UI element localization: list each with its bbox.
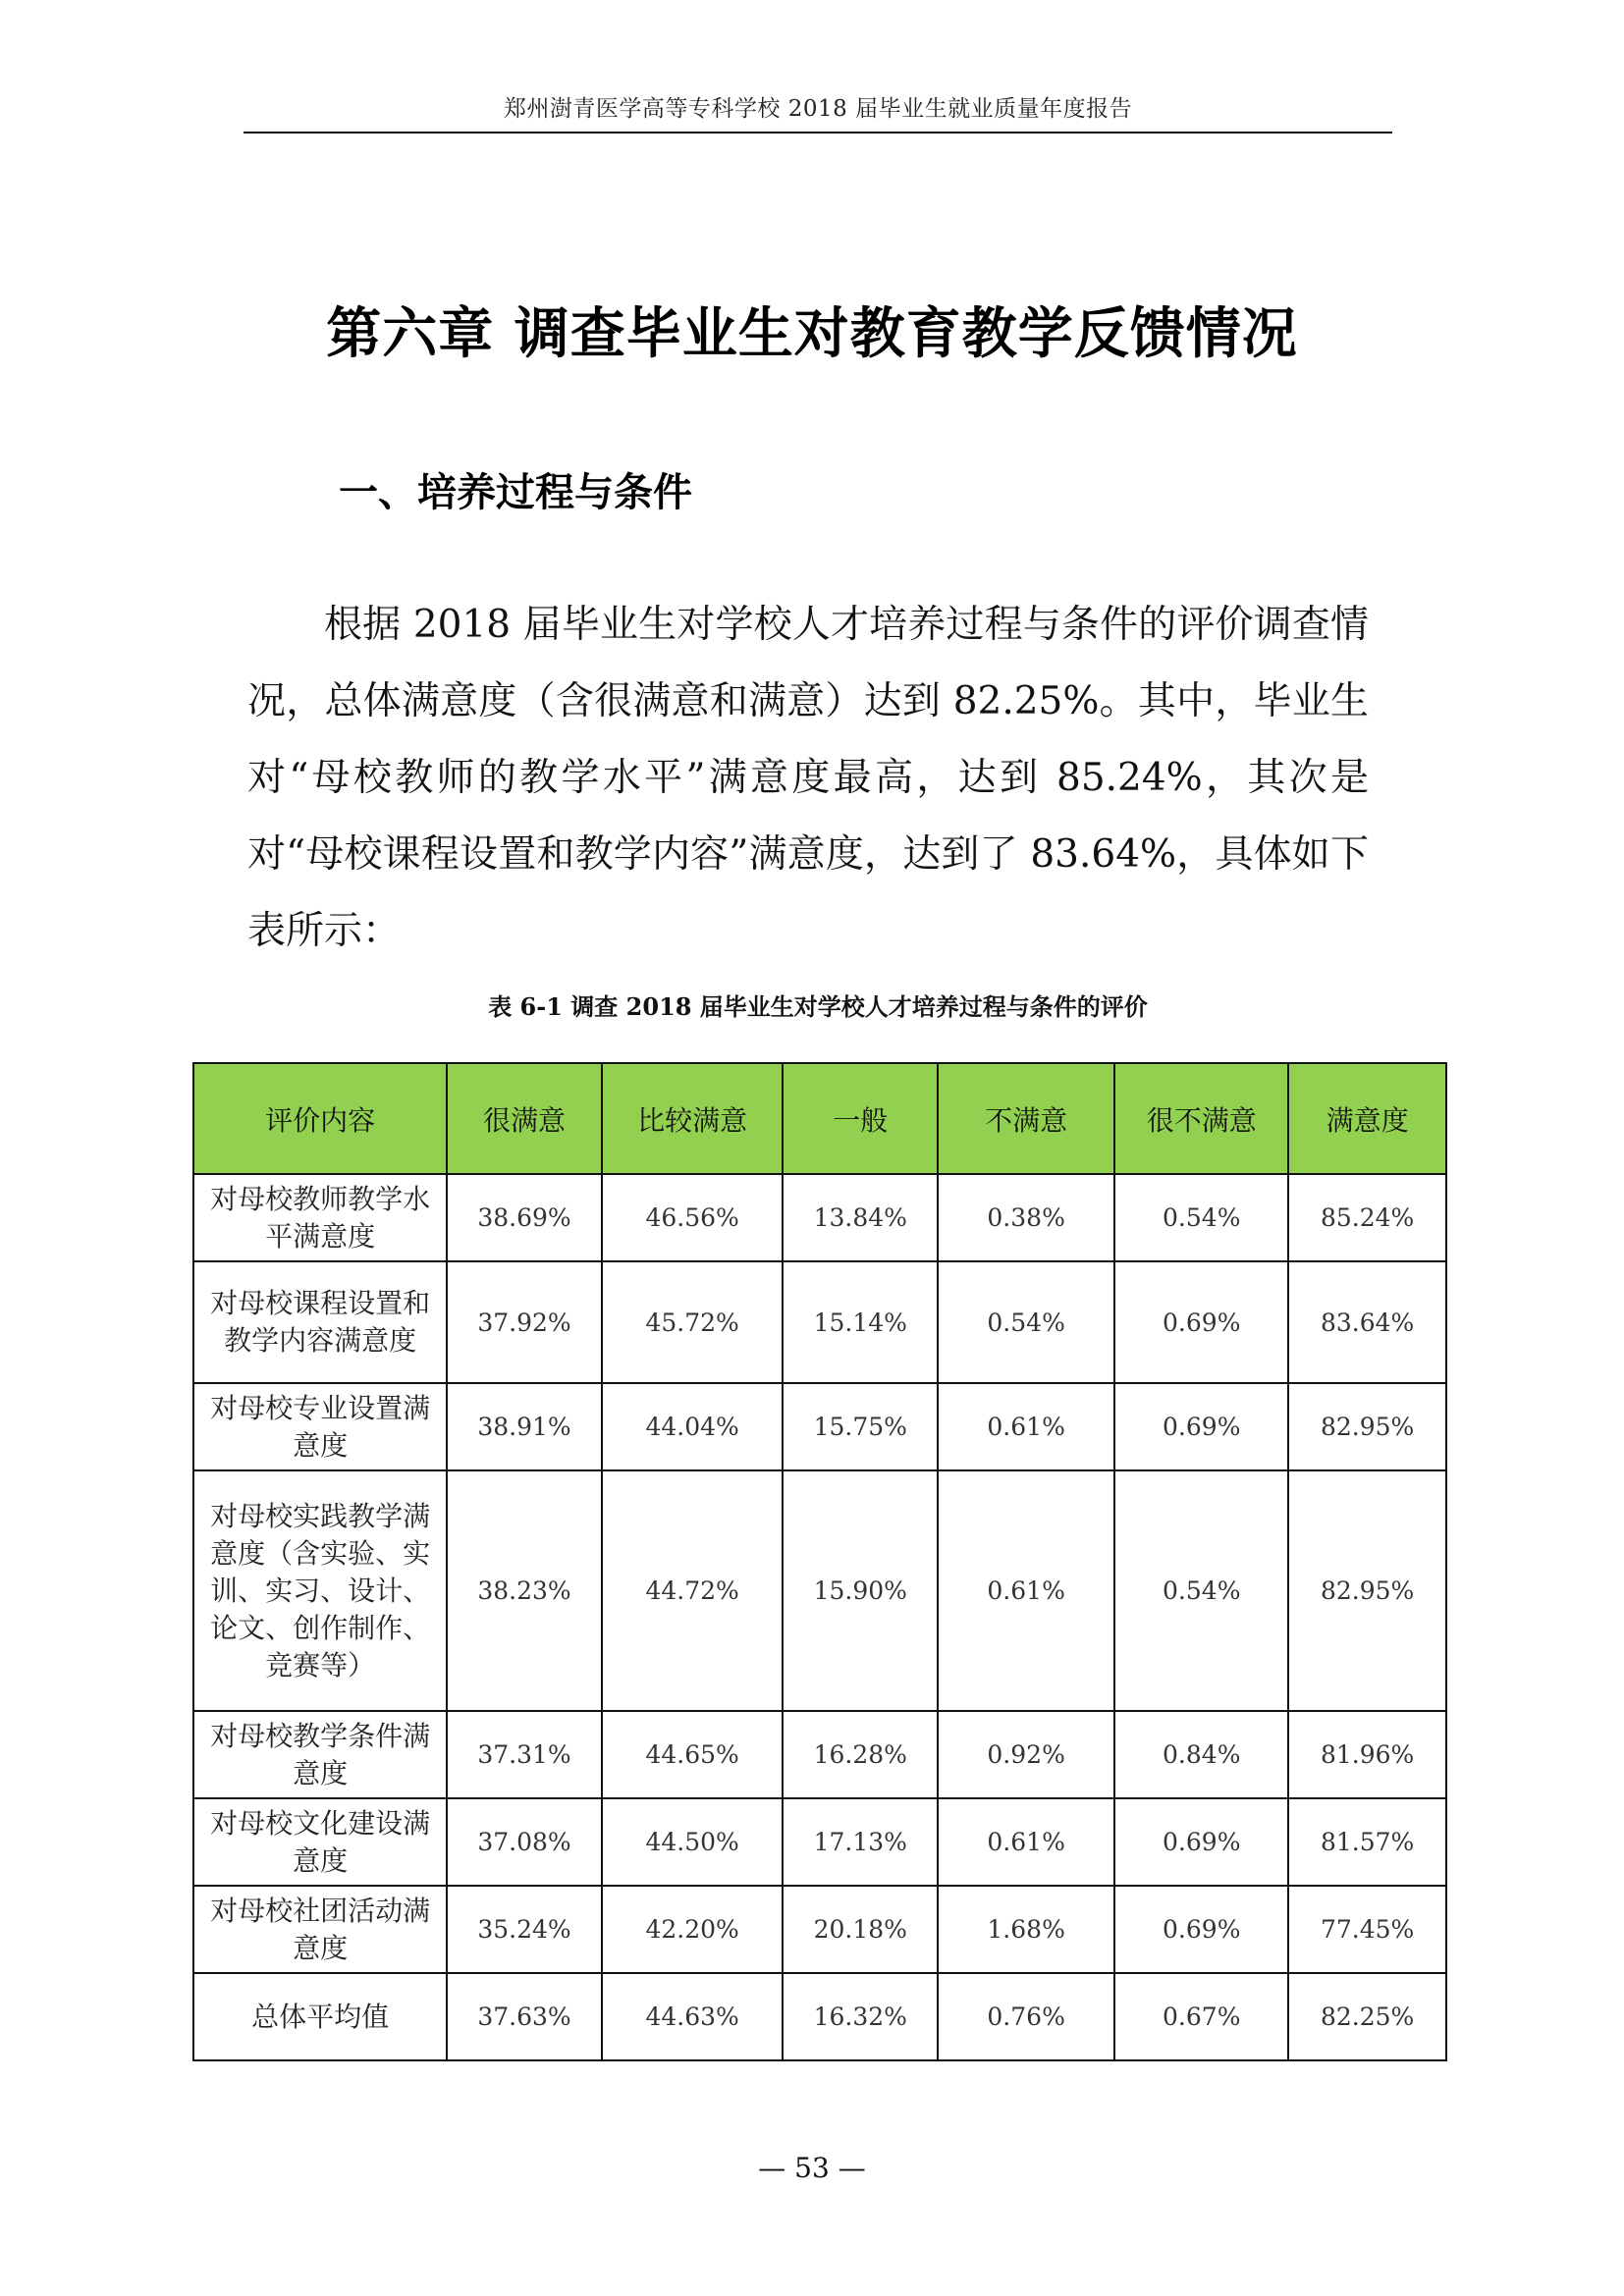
- cell-neutral: 16.28%: [783, 1711, 938, 1798]
- cell-neutral: 20.18%: [783, 1886, 938, 1973]
- col-header-neutral: 一般: [783, 1063, 938, 1174]
- page-number: — 53 —: [758, 2152, 866, 2184]
- cell-satisfaction-rate: 82.95%: [1288, 1470, 1446, 1711]
- col-header-very-satisfied: 很满意: [447, 1063, 602, 1174]
- cell-very-dissatisfied: 0.69%: [1114, 1798, 1288, 1886]
- cell-neutral: 13.84%: [783, 1174, 938, 1261]
- row-item-label: 对母校教师教学水平满意度: [193, 1174, 447, 1261]
- cell-very-satisfied: 38.23%: [447, 1470, 602, 1711]
- cell-neutral: 17.13%: [783, 1798, 938, 1886]
- cell-satisfaction-rate: 83.64%: [1288, 1261, 1446, 1383]
- section-title: 一、培养过程与条件: [339, 470, 692, 515]
- cell-neutral: 15.75%: [783, 1383, 938, 1470]
- table-caption: 表 6-1 调查 2018 届毕业生对学校人才培养过程与条件的评价: [488, 992, 1148, 1021]
- table-row: [193, 1261, 1446, 1383]
- cell-very-satisfied: 37.31%: [447, 1711, 602, 1798]
- table-row: [193, 1886, 1446, 1973]
- table-header-row: [193, 1063, 1446, 1174]
- cell-dissatisfied: 0.61%: [938, 1798, 1114, 1886]
- col-header-item: 评价内容: [193, 1063, 447, 1174]
- cell-very-dissatisfied: 0.69%: [1114, 1886, 1288, 1973]
- table-row: [193, 1470, 1446, 1711]
- cell-fairly-satisfied: 46.56%: [602, 1174, 784, 1261]
- row-item-label: 对母校专业设置满意度: [193, 1383, 447, 1470]
- body-paragraph: 根据 2018 届毕业生对学校人才培养过程与条件的评价调查情况，总体满意度（含很满意和满意）达到 82.25%。其中，毕业生对“母校教师的教学水平”满意度最高，达到 85.24%，其次是对“母校课程设置和教学内容”满意度，达到了 83.64%，具体如下表所示：: [247, 603, 1369, 953]
- col-header-very-dissatisfied: 很不满意: [1114, 1063, 1288, 1174]
- row-item-label: 对母校课程设置和教学内容满意度: [193, 1261, 447, 1383]
- cell-dissatisfied: 0.54%: [938, 1261, 1114, 1383]
- row-item-label: 对母校实践教学满意度（含实验、实训、实习、设计、论文、创作制作、竞赛等）: [193, 1470, 447, 1711]
- cell-satisfaction-rate: 81.57%: [1288, 1798, 1446, 1886]
- cell-very-dissatisfied: 0.69%: [1114, 1383, 1288, 1470]
- table-row: [193, 1798, 1446, 1886]
- cell-satisfaction-rate: 82.25%: [1288, 1973, 1446, 2060]
- cell-neutral: 15.90%: [783, 1470, 938, 1711]
- cell-dissatisfied: 0.92%: [938, 1711, 1114, 1798]
- cell-fairly-satisfied: 44.04%: [602, 1383, 784, 1470]
- cell-satisfaction-rate: 82.95%: [1288, 1383, 1446, 1470]
- cell-fairly-satisfied: 44.63%: [602, 1973, 784, 2060]
- cell-fairly-satisfied: 44.50%: [602, 1798, 784, 1886]
- cell-fairly-satisfied: 42.20%: [602, 1886, 784, 1973]
- row-item-label: 对母校教学条件满意度: [193, 1711, 447, 1798]
- table-row: [193, 1383, 1446, 1470]
- cell-fairly-satisfied: 44.72%: [602, 1470, 784, 1711]
- cell-fairly-satisfied: 45.72%: [602, 1261, 784, 1383]
- col-header-dissatisfied: 不满意: [938, 1063, 1114, 1174]
- satisfaction-table: [192, 1062, 1447, 2061]
- row-item-label: 总体平均值: [193, 1973, 447, 2060]
- chapter-title: 第六章 调查毕业生对教育教学反馈情况: [326, 302, 1298, 366]
- cell-neutral: 15.14%: [783, 1261, 938, 1383]
- row-item-label: 对母校社团活动满意度: [193, 1886, 447, 1973]
- cell-dissatisfied: 1.68%: [938, 1886, 1114, 1973]
- cell-very-satisfied: 37.92%: [447, 1261, 602, 1383]
- running-header: 郑州澍青医学高等专科学校 2018 届毕业生就业质量年度报告: [503, 96, 1133, 122]
- col-header-fairly-satisfied: 比较满意: [602, 1063, 784, 1174]
- cell-neutral: 16.32%: [783, 1973, 938, 2060]
- cell-dissatisfied: 0.61%: [938, 1383, 1114, 1470]
- cell-very-dissatisfied: 0.69%: [1114, 1261, 1288, 1383]
- header-rule: [244, 132, 1392, 133]
- cell-very-dissatisfied: 0.54%: [1114, 1470, 1288, 1711]
- cell-dissatisfied: 0.38%: [938, 1174, 1114, 1261]
- row-item-label: 对母校文化建设满意度: [193, 1798, 447, 1886]
- table-row: [193, 1174, 1446, 1261]
- cell-dissatisfied: 0.76%: [938, 1973, 1114, 2060]
- cell-very-satisfied: 35.24%: [447, 1886, 602, 1973]
- cell-very-satisfied: 37.63%: [447, 1973, 602, 2060]
- cell-very-dissatisfied: 0.84%: [1114, 1711, 1288, 1798]
- cell-satisfaction-rate: 77.45%: [1288, 1886, 1446, 1973]
- cell-satisfaction-rate: 81.96%: [1288, 1711, 1446, 1798]
- table-row-average: [193, 1973, 1446, 2060]
- cell-very-dissatisfied: 0.67%: [1114, 1973, 1288, 2060]
- cell-very-dissatisfied: 0.54%: [1114, 1174, 1288, 1261]
- col-header-satisfaction-rate: 满意度: [1288, 1063, 1446, 1174]
- cell-very-satisfied: 38.91%: [447, 1383, 602, 1470]
- table-row: [193, 1711, 1446, 1798]
- cell-very-satisfied: 38.69%: [447, 1174, 602, 1261]
- cell-satisfaction-rate: 85.24%: [1288, 1174, 1446, 1261]
- cell-very-satisfied: 37.08%: [447, 1798, 602, 1886]
- cell-fairly-satisfied: 44.65%: [602, 1711, 784, 1798]
- cell-dissatisfied: 0.61%: [938, 1470, 1114, 1711]
